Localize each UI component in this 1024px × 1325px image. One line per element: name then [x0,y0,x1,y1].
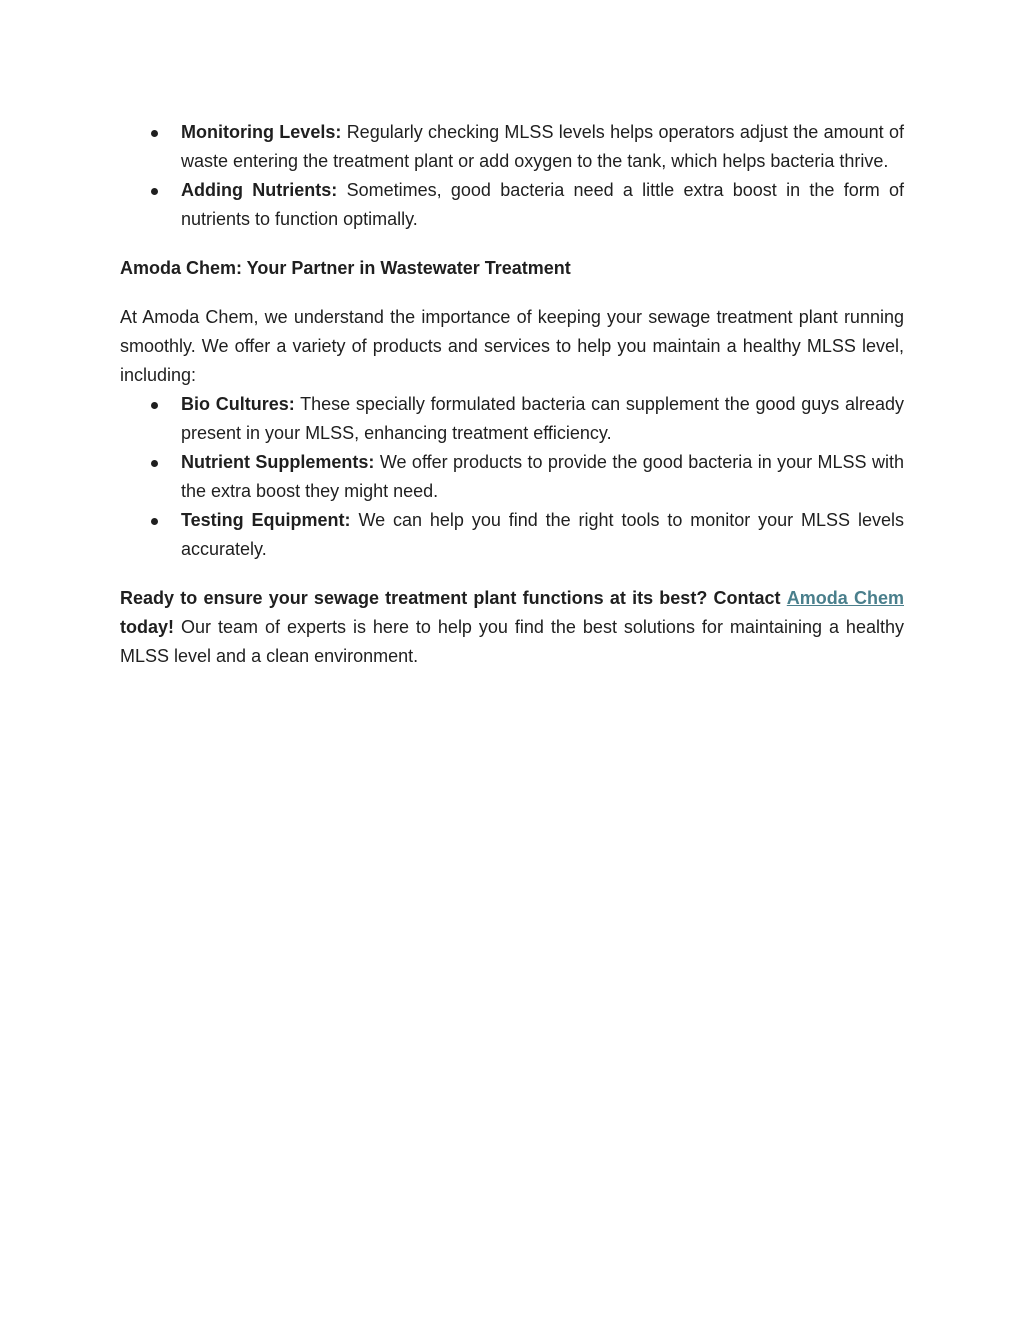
list-item-text: Regularly checking MLSS levels helps operators adjust the amount of waste entering the treatment plant or add oxygen to the tank, which helps bacteria thrive. [181,122,904,171]
cta-paragraph [120,584,904,671]
list-item [181,448,904,506]
document-page [120,118,904,671]
bullet-list-products [120,390,904,564]
list-item [181,390,904,448]
list-item-text: We offer products to provide the good bacteria in your MLSS with the extra boost they might need. [181,452,904,501]
list-item [181,176,904,234]
list-item-text: Sometimes, good bacteria need a little extra boost in the form of nutrients to function optimally. [181,180,905,229]
bullet-list-monitoring [120,118,904,234]
list-item-text: We can help you find the right tools to monitor your MLSS levels accurately. [181,510,904,559]
list-item-term: Monitoring Levels: [181,122,342,142]
list-item-term: Adding Nutrients: [181,180,338,200]
amoda-chem-link[interactable]: Amoda Chem [786,588,904,608]
list-item [181,506,904,564]
list-item-term: Nutrient Supplements: [181,452,375,472]
list-item-text: These specially formulated bacteria can supplement the good guys already present in your MLSS, enhancing treatment efficiency. [181,394,904,443]
section-heading: Amoda Chem: Your Partner in Wastewater Treatment [120,258,571,278]
list-item-term: Testing Equipment: [181,510,351,530]
cta-lead: Ready to ensure your sewage treatment plant functions at its best? Contact [120,588,781,608]
intro-paragraph: At Amoda Chem, we understand the importance of keeping your sewage treatment plant running smoothly. We offer a variety of products and services to help you maintain a healthy MLSS level, including: [120,307,904,385]
cta-rest: Our team of experts is here to help you find the best solutions for maintaining a healthy MLSS level and a clean environment. [120,617,904,666]
list-item [181,118,904,176]
cta-after-link: today! [120,617,174,637]
list-item-term: Bio Cultures: [181,394,295,414]
